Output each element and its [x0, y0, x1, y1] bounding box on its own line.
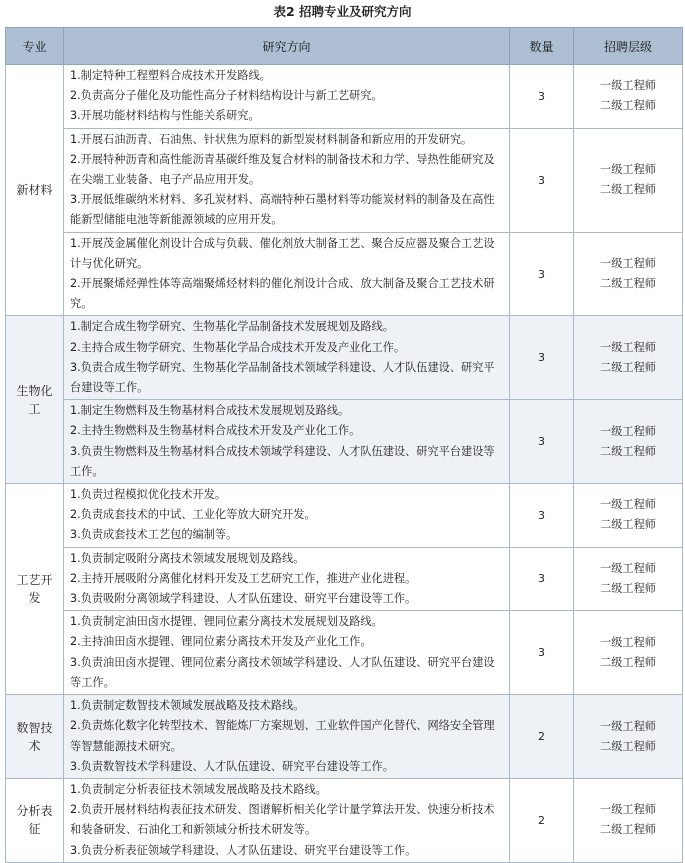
direction-cell — [64, 400, 510, 484]
level-item: 一级工程师 — [600, 340, 656, 354]
table-row — [6, 232, 683, 316]
table-row — [6, 400, 683, 484]
level-item: 一级工程师 — [600, 257, 656, 271]
level-item: 一级工程师 — [600, 635, 656, 649]
direction-item: 1.负责制定油田卤水提锂、锂同位素分离技术发展规划及路线。 — [70, 615, 383, 629]
count-cell: 3 — [510, 65, 574, 129]
level-cell — [574, 547, 683, 611]
direction-cell — [64, 611, 510, 695]
table-row — [6, 611, 683, 695]
direction-cell — [64, 695, 510, 779]
count-cell: 3 — [510, 232, 574, 316]
level-item: 二级工程师 — [600, 739, 656, 753]
table-row — [6, 128, 683, 232]
direction-cell — [64, 65, 510, 129]
table-header-row — [6, 28, 683, 65]
level-cell — [574, 695, 683, 779]
direction-cell — [64, 547, 510, 611]
header-major: 专业 — [6, 28, 64, 65]
count-cell: 3 — [510, 547, 574, 611]
direction-item: 2.负责炼化数字化转型技术、智能炼厂方案规划、工业软件国产化替代、网络安全管理等智慧能源技术研究。 — [70, 719, 495, 753]
level-item: 二级工程师 — [600, 823, 656, 837]
direction-item: 1.负责制定数智技术领域发展战略及技术路线。 — [70, 699, 305, 713]
level-item: 二级工程师 — [600, 444, 656, 458]
direction-item: 2.负责开展材料结构表征技术研发、图谱解析相关化学计量学算法开发、快速分析技术和装备研发、石油化工和新领域分析技术研发等。 — [70, 803, 495, 837]
direction-item: 2.开展聚烯烃弹性体等高端聚烯烃材料的催化剂设计合成、放大制备及聚合工艺技术研究。 — [70, 277, 495, 311]
direction-cell — [64, 232, 510, 316]
direction-cell — [64, 128, 510, 232]
direction-item: 2.主持合成生物学研究、生物基化学品合成技术开发及产业化工作。 — [70, 340, 406, 354]
table-row — [6, 484, 683, 548]
direction-item: 3.负责分析表征领域学科建设、人才队伍建设、研究平台建设等工作。 — [70, 843, 417, 857]
header-count: 数量 — [510, 28, 574, 65]
direction-item: 1.负责过程模拟优化技术开发。 — [70, 488, 227, 502]
direction-cell — [64, 484, 510, 548]
direction-item: 3.开展低维碳纳米材料、多孔炭材料、高端特种石墨材料等功能炭材料的制备及在高性能新型储能电池等新能源领域的应用开发。 — [70, 193, 495, 227]
direction-item: 3.负责合成生物学研究、生物基化学品制备技术领域学科建设、人才队伍建设、研究平台建设等工作。 — [70, 360, 495, 395]
direction-item: 3.负责吸附分离领域学科建设、人才队伍建设、研究平台建设等工作。 — [70, 592, 417, 606]
direction-item: 3.开展功能材料结构与性能关系研究。 — [70, 109, 260, 123]
direction-cell — [64, 778, 510, 862]
direction-item: 3.负责油田卤水提锂、锂同位素分离技术领域学科建设、人才队伍建设、研究平台建设等工作。 — [70, 655, 495, 689]
table-body — [6, 65, 683, 863]
count-cell: 3 — [510, 400, 574, 484]
level-cell — [574, 400, 683, 484]
count-cell: 3 — [510, 611, 574, 695]
direction-item: 2.主持生物燃料及生物基材料合成技术开发及产业化工作。 — [70, 424, 361, 438]
major-cell: 分析表征 — [6, 778, 64, 862]
direction-item: 3.负责成套技术工艺包的编制等。 — [70, 528, 238, 542]
level-cell — [574, 316, 683, 400]
header-direction: 研究方向 — [64, 28, 510, 65]
level-item: 一级工程师 — [600, 79, 656, 93]
direction-item: 2.主持开展吸附分离催化材料开发及工艺研究工作，推进产业化进程。 — [70, 571, 417, 585]
count-cell: 2 — [510, 778, 574, 862]
direction-item: 1.制定生物燃料及生物基材料合成技术发展规划及路线。 — [70, 404, 350, 418]
level-item: 二级工程师 — [600, 277, 656, 291]
level-cell — [574, 484, 683, 548]
table-row — [6, 778, 683, 862]
header-level: 招聘层级 — [574, 28, 683, 65]
major-cell: 数智技术 — [6, 695, 64, 779]
level-cell — [574, 778, 683, 862]
level-item: 二级工程师 — [600, 99, 656, 113]
direction-item: 2.负责高分子催化及功能性高分子材料结构设计与新工艺研究。 — [70, 89, 383, 103]
level-item: 一级工程师 — [600, 803, 656, 817]
table-row — [6, 695, 683, 779]
level-item: 二级工程师 — [600, 581, 656, 595]
level-item: 一级工程师 — [600, 163, 656, 177]
table-row — [6, 316, 683, 400]
count-cell: 3 — [510, 484, 574, 548]
direction-item: 3.负责生物燃料及生物基材料合成技术领域学科建设、人才队伍建设、研究平台建设等工作。 — [70, 444, 495, 478]
direction-item: 2.主持油田卤水提锂、锂同位素分离技术开发及产业化工作。 — [70, 635, 372, 649]
table-caption: 表2 招聘专业及研究方向 — [273, 4, 412, 19]
level-item: 一级工程师 — [600, 424, 656, 438]
direction-item: 2.开展特种沥青和高性能沥青基碳纤维及复合材料的制备技术和力学、导热性能研究及在尖端工业装备、电子产品应用开发。 — [70, 152, 495, 187]
count-cell: 3 — [510, 128, 574, 232]
direction-item: 3.负责数智技术学科建设、人才队伍建设、研究平台建设等工作。 — [70, 759, 394, 773]
level-cell — [574, 65, 683, 129]
level-item: 二级工程师 — [600, 360, 656, 374]
major-cell: 新材料 — [6, 65, 64, 316]
level-item: 二级工程师 — [600, 518, 656, 532]
direction-item: 1.负责制定吸附分离技术领域发展规划及路线。 — [70, 551, 305, 565]
direction-cell — [64, 316, 510, 400]
table-row — [6, 547, 683, 611]
major-cell: 工艺开发 — [6, 484, 64, 695]
level-item: 一级工程师 — [600, 498, 656, 512]
direction-item: 1.开展茂金属催化剂设计合成与负载、催化剂放大制备工艺、聚合反应器及聚合工艺设计与优化研究。 — [70, 236, 495, 270]
direction-item: 1.制定合成生物学研究、生物基化学品制备技术发展规划及路线。 — [70, 320, 394, 334]
major-cell: 生物化工 — [6, 316, 64, 484]
level-item: 一级工程师 — [600, 561, 656, 575]
direction-item: 2.负责成套技术的中试、工业化等放大研究开发。 — [70, 508, 316, 522]
level-item: 一级工程师 — [600, 719, 656, 733]
level-item: 二级工程师 — [600, 183, 656, 197]
table-row — [6, 65, 683, 129]
direction-item: 1.开展石油沥青、石油焦、针状焦为原料的新型炭材料制备和新应用的开发研究。 — [70, 132, 473, 146]
count-cell: 2 — [510, 695, 574, 779]
recruitment-table — [5, 27, 683, 863]
level-cell — [574, 232, 683, 316]
direction-item: 1.制定特种工程塑料合成技术开发路线。 — [70, 69, 271, 82]
level-cell — [574, 128, 683, 232]
level-cell — [574, 611, 683, 695]
direction-item: 1.负责制定分析表征技术领域发展战略及技术路线。 — [70, 782, 327, 796]
count-cell: 3 — [510, 316, 574, 400]
level-item: 二级工程师 — [600, 655, 656, 669]
